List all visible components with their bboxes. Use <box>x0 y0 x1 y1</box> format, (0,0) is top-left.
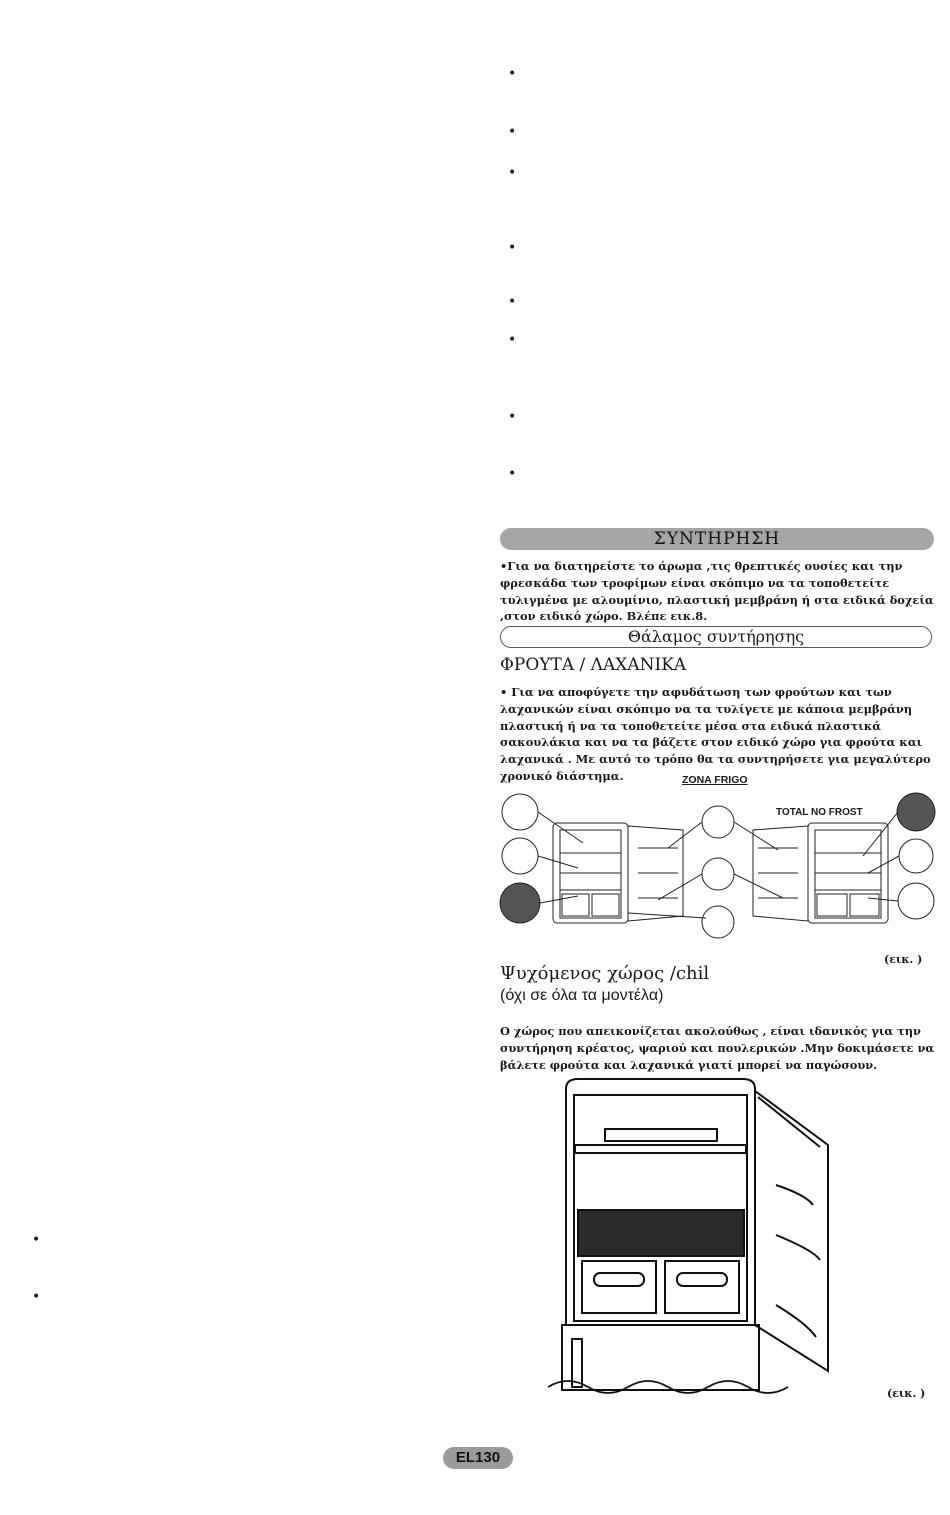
bullet: • <box>508 66 517 82</box>
fruits-paragraph: • Για να αποφύγετε την αφυδάτωση των φρούτων και των λαχανικών είναι σκόπιμο να τα τυλίγετε με κάποια μεμβράνη πλαστική ή να τα τοποθετείτε μέσα στα ειδικά πλαστικά σακουλάκια και να τα βάζετε στον ειδικό χώρο για φρούτα και λαχανικά . Με αυτό το τρόπο θα τα συντηρήσετε για μεγαλύτερο χρονικό διάστημα. <box>500 685 931 783</box>
fruits-heading: ΦΡΟΥΤΑ / ΛΑΧΑΝΙΚΑ <box>500 655 687 675</box>
chill-subheading: (όχι σε όλα τα μοντέλα) <box>500 987 664 1004</box>
chill-compartment-illustration <box>548 1075 838 1395</box>
bullet: • <box>32 1289 41 1305</box>
bullet: • <box>508 466 517 482</box>
fridge-zones-illustration <box>498 788 938 948</box>
bullet: • <box>508 124 517 140</box>
bullet: • <box>508 165 517 181</box>
bullet: • <box>508 409 517 425</box>
figure2-caption: (εικ. ) <box>887 1387 926 1400</box>
figure1-label-right: TOTAL NO FROST <box>776 807 863 818</box>
bullet: • <box>508 294 517 310</box>
page-number-badge: EL130 <box>443 1447 513 1469</box>
bullet: • <box>32 1232 41 1248</box>
chill-heading: Ψυχόμενος χώρος /chil <box>500 963 710 984</box>
intro-paragraph: •Για να διατηρείστε το άρωμα ,τις θρεπτικές ουσίες και την φρεσκάδα των τροφίμων είναι σκόπιμο να τα τοποθετείτε τυλιγμένα με αλουμίνιο, πλαστική μεμβράνη ή στα ειδικά δοχεία ,στον ειδικό χώρο. Βλέπε εικ.8. <box>500 559 934 624</box>
bullet: • <box>508 332 517 348</box>
figure1-title: ZONA FRIGO <box>682 774 748 786</box>
section-title: ΣΥΝΤΗΡΗΣΗ <box>500 528 934 550</box>
bullet: • <box>508 240 517 256</box>
figure1-caption: (εικ. ) <box>884 953 923 966</box>
chill-paragraph: Ο χώρος που απεικονίζεται ακολούθως , είναι ιδανικός για την συντήρηση κρέατος, ψαριού και πουλερικών .Μην δοκιμάσετε να βάλετε φρούτα και λαχανικά γιατί μπορεί να παγώσουν. <box>500 1024 935 1072</box>
compartment-title: Θάλαμος συντήρησης <box>500 626 932 648</box>
